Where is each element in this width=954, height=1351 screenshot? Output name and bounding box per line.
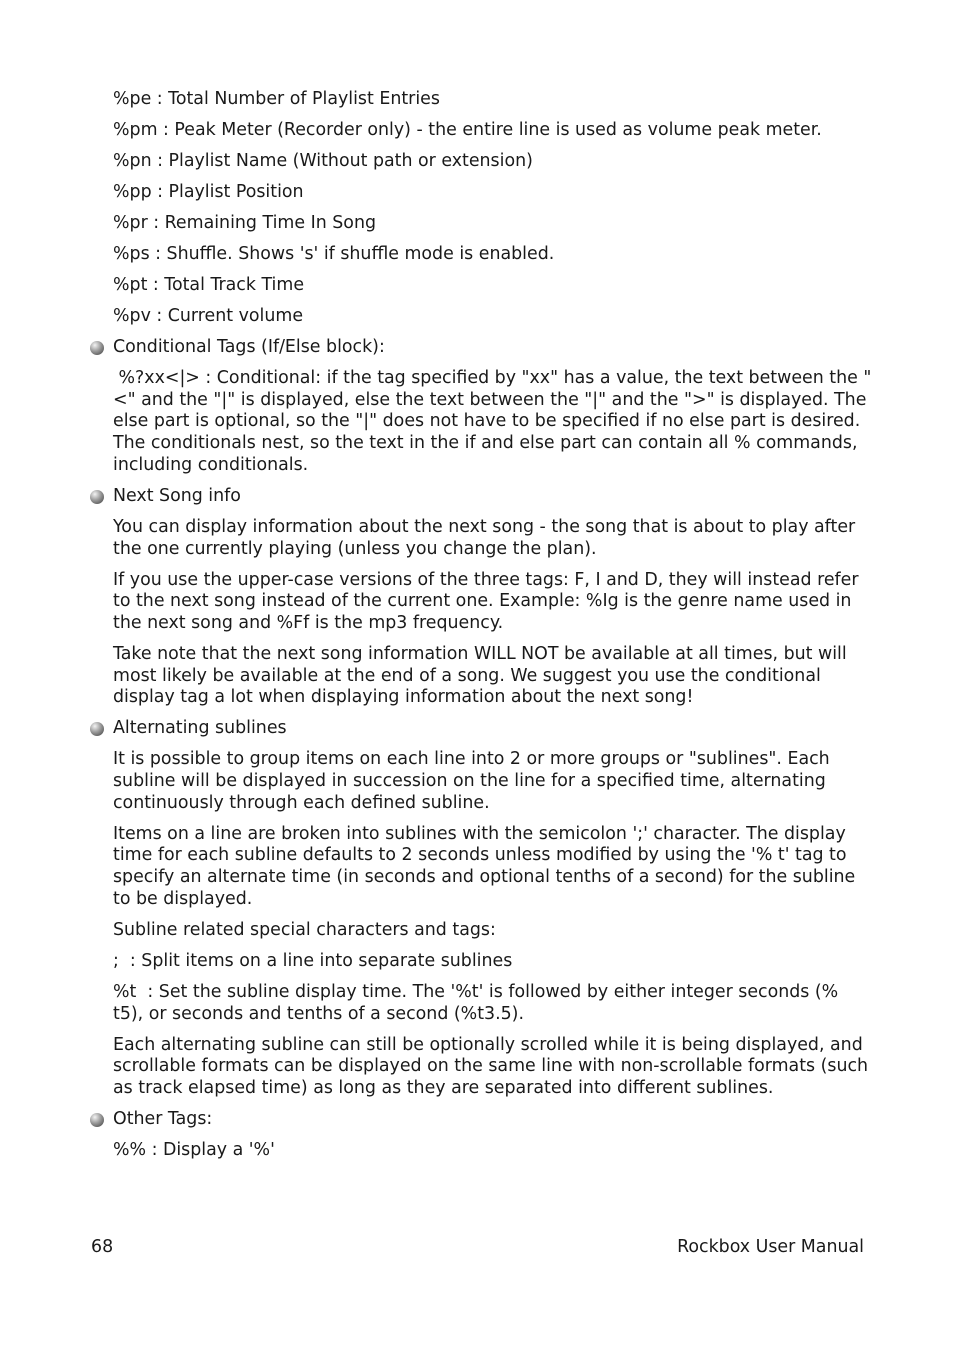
paragraph-sublines-2: Items on a line are broken into sublines with the semicolon ';' character. The display time for each subline defaults to 2 seconds unless modified by using the '% t' tag to specify an alternate time (in seconds and optional tenths of a second) for the subline to be displayed.: [113, 823, 856, 909]
paragraph-sublines-6: Each alternating subline can still be optionally scrolled while it is being displayed, and scrollable formats can be displayed on the same line with non-scrollable formats (such as track elapsed time) as long as they are separated into different sublines.: [113, 1034, 869, 1098]
page-content: [113, 89, 873, 1171]
paragraph-other-1: %% : Display a '%': [113, 1139, 275, 1160]
tag-pe: %pe : Total Number of Playlist Entries: [113, 89, 440, 109]
paragraph-next-song-3: Take note that the next song information WILL NOT be available at all times, but will most likely be available at the end of a song. We suggest you use the conditional display tag a lot when displaying information about the next song!: [113, 643, 847, 708]
bullet-heading-conditional: [113, 337, 873, 359]
bullet-icon: [90, 1113, 104, 1127]
tag-pt: %pt : Total Track Time: [113, 275, 305, 295]
paragraph-sublines-4: ; : Split items on a line into separate sublines: [113, 950, 513, 971]
paragraph-sublines-1: It is possible to group items on each line into 2 or more groups or "sublines". Each subline will be displayed in succession on the line for a specified time, alternating continuously through each defined subline.: [113, 749, 830, 813]
bullet-icon: [90, 490, 104, 504]
paragraph-conditional: %?xx<|> : Conditional: if the tag specified by "xx" has a value, the text between the "<" and the "|" is displayed, else the text between the "|" and the ">" is displayed. The else part is optional, so the "|" does not have to be specified if no else part is desired. The conditionals nest, so the text in the if and else part can contain all % commands, including conditionals.: [113, 368, 872, 475]
paragraph-next-song-1: You can display information about the next song - the song that is about to play after the one currently playing (unless you change the plan).: [113, 516, 856, 559]
bullet-heading-other: [113, 1109, 873, 1131]
heading-text: Conditional Tags (If/Else block):: [113, 337, 385, 357]
heading-text: Alternating sublines: [113, 718, 287, 739]
bullet-heading-sublines: [113, 718, 873, 740]
tag-pm: %pm : Peak Meter (Recorder only) - the entire line is used as volume peak meter.: [113, 120, 822, 140]
tag-pr: %pr : Remaining Time In Song: [113, 213, 377, 233]
heading-text: Other Tags:: [113, 1108, 213, 1129]
page-number: 68: [91, 1237, 114, 1257]
tag-pv: %pv : Current volume: [113, 306, 304, 326]
heading-text: Next Song info: [113, 485, 241, 506]
bullet-icon: [90, 341, 104, 355]
tag-pp: %pp : Playlist Position: [113, 182, 304, 202]
paragraph-sublines-3: Subline related special characters and tags:: [113, 919, 496, 940]
tag-ps: %ps : Shuffle. Shows 's' if shuffle mode is enabled.: [113, 244, 555, 264]
paragraph-sublines-5: %t : Set the subline display time. The '%t' is followed by either integer seconds (% t5), or seconds and tenths of a second (%t3.5).: [113, 981, 844, 1024]
manual-title: Rockbox User Manual: [677, 1237, 864, 1257]
tag-pn: %pn : Playlist Name (Without path or extension): [113, 151, 533, 171]
paragraph-next-song-2: If you use the upper-case versions of the three tags: F, I and D, they will instead refer to the next song instead of the current one. Example: %Ig is the genre name used in the next song and %Ff is the mp3 frequency.: [113, 569, 859, 633]
bullet-heading-next-song: [113, 486, 873, 508]
bullet-icon: [90, 722, 104, 736]
